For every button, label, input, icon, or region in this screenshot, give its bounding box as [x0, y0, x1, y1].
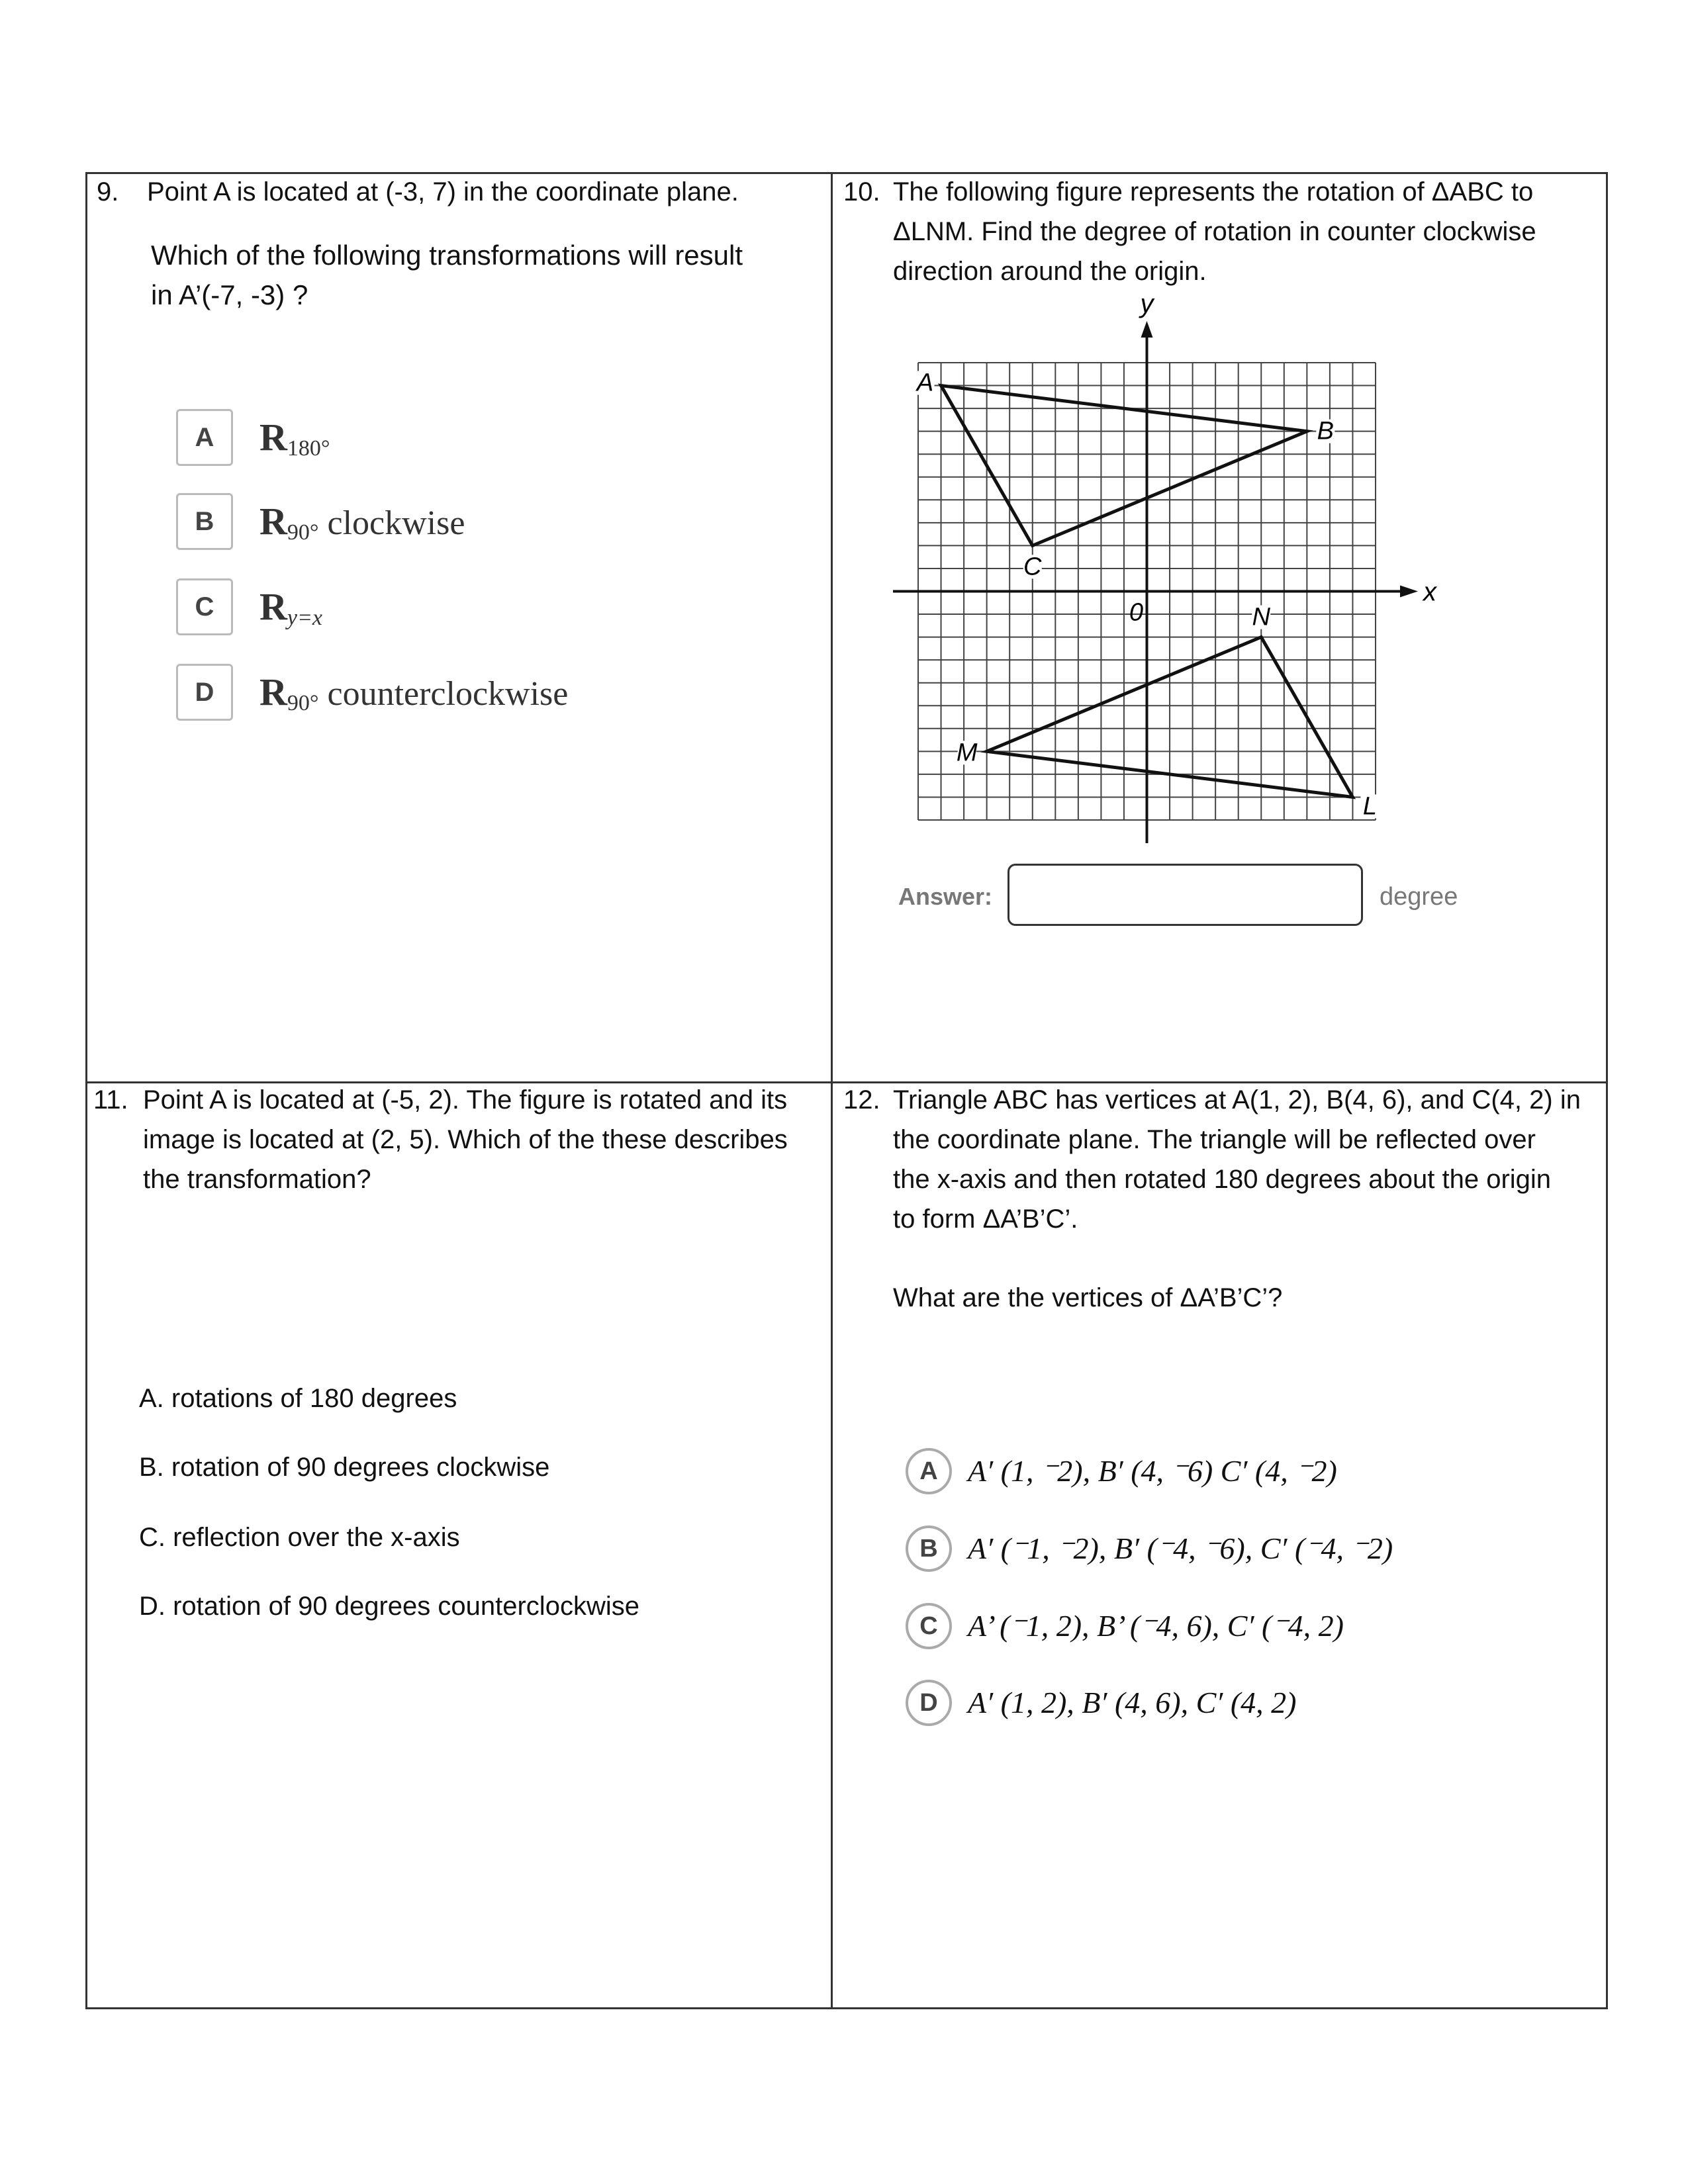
option-d[interactable]: D. rotation of 90 degrees counterclockwise: [139, 1592, 639, 1621]
suffix: counterclockwise: [327, 675, 569, 713]
vertex-label-b: B: [1317, 417, 1335, 445]
symbol: R: [259, 670, 287, 713]
vertex-label-l: L: [1362, 792, 1378, 821]
answer-unit: degree: [1380, 883, 1458, 911]
coordinate-graph: [0, 0, 1688, 860]
origin-label: 0: [1129, 598, 1144, 627]
y-axis-arrow-icon: [1141, 321, 1153, 338]
vertex-label-n: N: [1252, 603, 1270, 631]
option-text: A’ (⁻1, 2), B’ (⁻4, 6), C′ (⁻4, 2): [968, 1609, 1344, 1643]
option-c[interactable]: C. reflection over the x-axis: [139, 1523, 460, 1552]
vertex-label-m: M: [956, 739, 978, 767]
question-text: Triangle ABC has vertices at A(1, 2), B(4, 6), and C(4, 2) in: [893, 1085, 1581, 1115]
answer-input[interactable]: [1008, 864, 1363, 926]
option-letter[interactable]: C: [906, 1603, 952, 1649]
option-text: A′ (⁻1, ⁻2), B′ (⁻4, ⁻6), C′ (⁻4, ⁻2): [968, 1531, 1393, 1565]
question-text: the x-axis and then rotated 180 degrees about the origin: [893, 1165, 1552, 1194]
question-text: Point A is located at (-5, 2). The figure is rotated and its: [143, 1085, 788, 1115]
table-border-bottom: [85, 2007, 1608, 2009]
question-text: the coordinate plane. The triangle will be reflected over: [893, 1125, 1536, 1154]
question-text: image is located at (2, 5). Which of the these describes: [143, 1125, 788, 1154]
subscript: 180°: [287, 436, 330, 461]
subscript: 90°: [287, 520, 319, 545]
symbol: R: [259, 585, 287, 628]
option-letter[interactable]: D: [176, 664, 233, 721]
vertex-label-c: C: [1023, 553, 1042, 581]
option-a[interactable]: A. rotations of 180 degrees: [139, 1384, 457, 1413]
symbol: R: [259, 416, 287, 459]
answer-label: Answer:: [898, 883, 993, 910]
question-text: to form ΔA’B’C’.: [893, 1205, 1078, 1234]
symbol: R: [259, 500, 287, 543]
question-text: Which of the following transformations will result: [151, 240, 743, 271]
option-letter[interactable]: A: [176, 409, 233, 466]
question-number: 11.: [93, 1085, 128, 1115]
suffix: clockwise: [327, 504, 465, 542]
option-letter[interactable]: B: [176, 493, 233, 550]
question-text: in A’(-7, -3) ?: [151, 279, 308, 310]
question-prompt: What are the vertices of ΔA’B’C’?: [893, 1283, 1283, 1312]
question-text: ΔLNM. Find the degree of rotation in counter clockwise: [893, 217, 1536, 246]
option-letter[interactable]: C: [176, 578, 233, 635]
option-letter[interactable]: D: [906, 1680, 952, 1726]
subscript: 90°: [287, 691, 319, 715]
question-number: 12.: [843, 1085, 880, 1115]
x-axis-arrow-icon: [1400, 586, 1418, 598]
question-text: direction around the origin.: [893, 257, 1207, 286]
vertex-label-a: A: [916, 369, 934, 397]
option-letter[interactable]: B: [906, 1525, 952, 1572]
question-text: the transformation?: [143, 1165, 371, 1194]
question-text: The following figure represents the rotation of ΔABC to: [893, 177, 1534, 206]
option-letter[interactable]: A: [906, 1448, 952, 1494]
option-text: A′ (1, 2), B′ (4, 6), C′ (4, 2): [968, 1686, 1297, 1719]
option-text: A′ (1, ⁻2), B′ (4, ⁻6) C′ (4, ⁻2): [968, 1454, 1337, 1488]
option-b[interactable]: B. rotation of 90 degrees clockwise: [139, 1453, 550, 1482]
question-number: 9.: [97, 177, 119, 206]
question-text: Point A is located at (-3, 7) in the coordinate plane.: [147, 177, 739, 206]
x-axis-label: x: [1423, 577, 1436, 607]
subscript: y=x: [287, 606, 323, 630]
y-axis-label: y: [1140, 289, 1154, 318]
question-number: 10.: [843, 177, 880, 206]
